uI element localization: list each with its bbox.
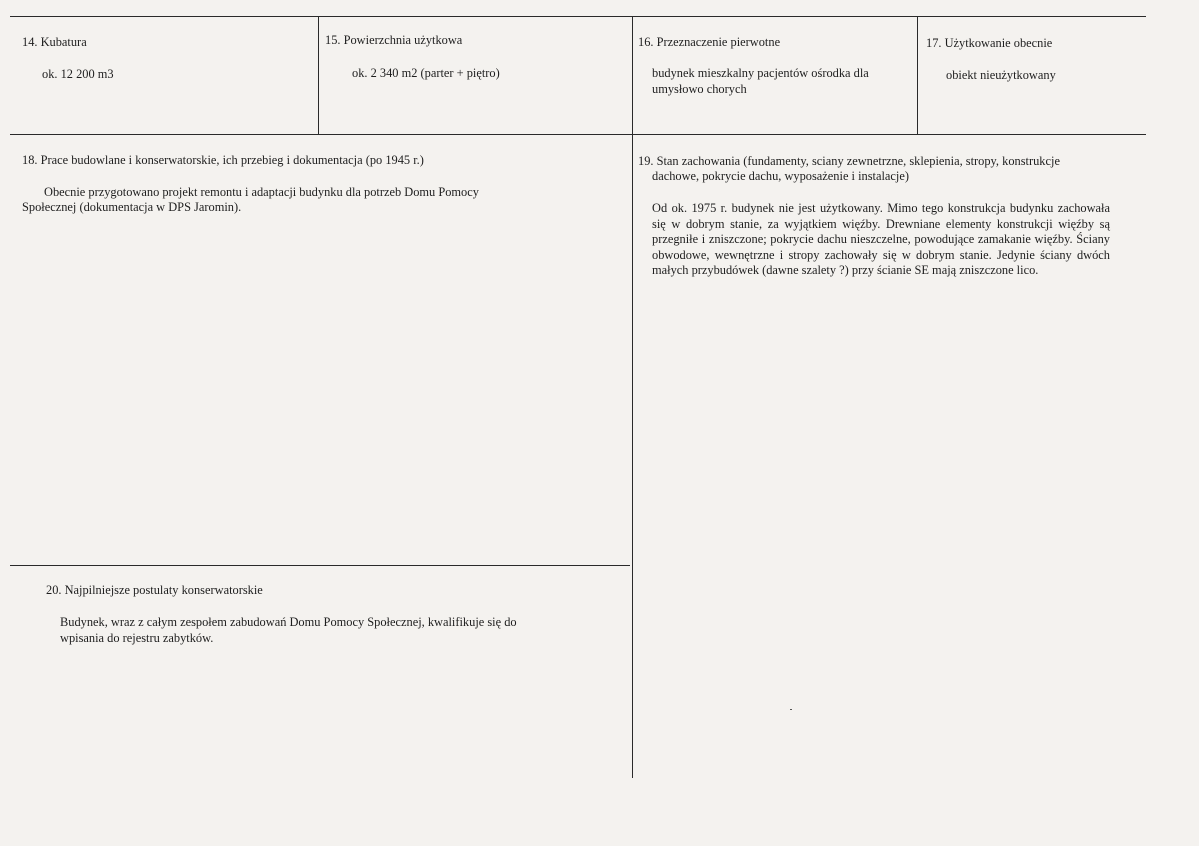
cell-16-label: 16. Przeznaczenie pierwotne (638, 35, 781, 49)
cell-19-label-line1: 19. Stan zachowania (fundamenty, sciany zewnetrzne, sklepienia, stropy, konstrukcje (638, 154, 1060, 168)
cell-17-value: obiekt nieużytkowany (946, 68, 1056, 82)
column-divider-3 (917, 16, 918, 134)
cell-16-value-line1: budynek mieszkalny pacjentów ośrodka dla (652, 66, 869, 80)
cell-14-label: 14. Kubatura (22, 35, 87, 49)
cell-16-value-line2: umysłowo chorych (652, 82, 747, 96)
cell-20-label: 20. Najpilniejsze postulaty konserwatorskie (46, 583, 263, 597)
column-divider-2 (632, 16, 633, 778)
cell-15-value: ok. 2 340 m2 (parter + piętro) (352, 66, 500, 80)
cell-17-label: 17. Użytkowanie obecnie (926, 36, 1053, 50)
scan-speck (790, 709, 792, 710)
cell-14-value: ok. 12 200 m3 (42, 67, 114, 81)
cell-15-label: 15. Powierzchnia użytkowa (325, 33, 463, 47)
cell-20-text-line2: wpisania do rejestru zabytków. (60, 631, 214, 645)
cell-20-text-line1: Budynek, wraz z całym zespołem zabudowań Domu Pomocy Społecznej, kwalifikuje się do (60, 615, 517, 629)
section-20-top-line (10, 565, 630, 566)
cell-19-label-line2: dachowe, pokrycie dachu, wyposażenie i instalacje) (652, 169, 909, 183)
cell-18-text-line2: Społecznej (dokumentacja w DPS Jaromin). (22, 200, 242, 214)
cell-18-label: 18. Prace budowlane i konserwatorskie, ich przebieg i dokumentacja (po 1945 r.) (22, 153, 424, 167)
cell-19-text: Od ok. 1975 r. budynek nie jest użytkowany. Mimo tego konstrukcja budynku zachowała się w dobrym stanie, za wyjątkiem więźby. Drewniane elementy konstrukcji więźby są przegniłe i zniszczone; pokrycie dachu nieszczelne, powodujące zamakanie więźby. Ściany obwodowe, wewnętrzne i stropy zachowały się w dobrym stanie. Jedynie ściany dwóch małych przybudówek (dawne szalety ?) przy ścianie SE mają zniszczone lico. (652, 201, 1110, 277)
cell-18-text-line1: Obecnie przygotowano projekt remontu i adaptacji budynku dla potrzeb Domu Pomocy (44, 185, 479, 199)
row-divider-line (10, 134, 1146, 135)
top-border-line (10, 16, 1146, 17)
column-divider-1 (318, 16, 319, 134)
